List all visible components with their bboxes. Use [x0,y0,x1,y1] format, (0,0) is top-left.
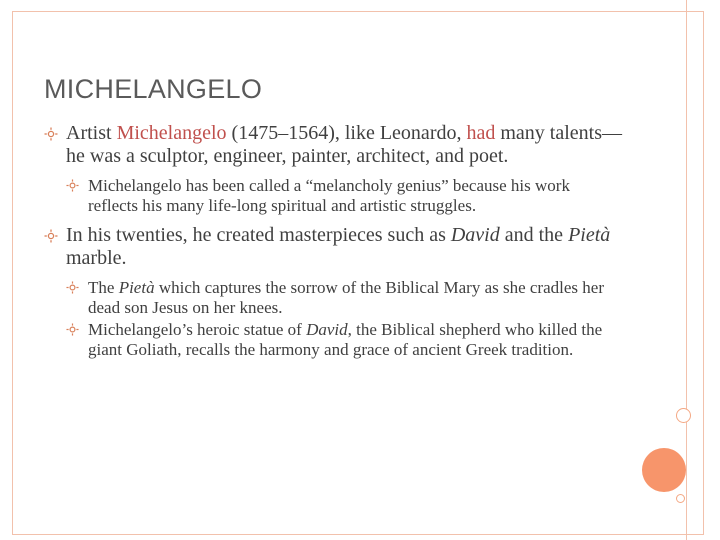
bullet-item [44,224,624,270]
highlight-text: had [466,122,496,144]
bullet-item [44,122,624,168]
bullet-text: marble. [66,247,127,269]
decorative-line [686,0,687,540]
sun-icon [66,281,79,294]
bullet-text: Michelangelo’s heroic statue of [88,320,307,339]
italic-text: David [306,320,348,339]
italic-text: Pietà [568,224,611,246]
bullet-text: which captures the sorrow of the Biblical Mary as she cradles her dead son Jesus on her knees. [88,278,604,317]
highlight-text: Michelangelo [116,122,227,144]
decorative-circle [676,494,685,503]
sun-icon [44,229,58,243]
slide-title: MICHELANGELO [44,74,263,104]
sun-icon [66,323,79,336]
sun-icon [66,179,79,192]
bullet-text: (1475–1564), like Leonardo, [226,122,467,144]
bullet-text: , the Biblical shepherd who killed the giant Goliath, recalls the harmony and grace of ancient Greek tradition. [88,320,603,359]
bullet-text: The [88,278,119,297]
bullet-text: Michelangelo has been called a “melancholy genius” because his work reflects his many life-long spiritual and artistic struggles. [88,176,570,215]
sun-icon [44,127,58,141]
sub-bullet-item [66,278,624,318]
italic-text: David [450,224,500,246]
decorative-circle [676,408,691,423]
bullet-text: and the [499,224,569,246]
bullet-text: In his twenties, he created masterpieces such as [66,224,451,246]
bullet-text: many talents—he was a sculptor, engineer, painter, architect, and poet. [66,122,623,167]
italic-text: Pietà [118,278,155,297]
slide-content [44,122,624,362]
sub-bullet-item [66,320,624,360]
decorative-circle-filled [642,448,686,492]
sub-bullet-item [66,176,624,216]
bullet-text: Artist [66,122,117,144]
